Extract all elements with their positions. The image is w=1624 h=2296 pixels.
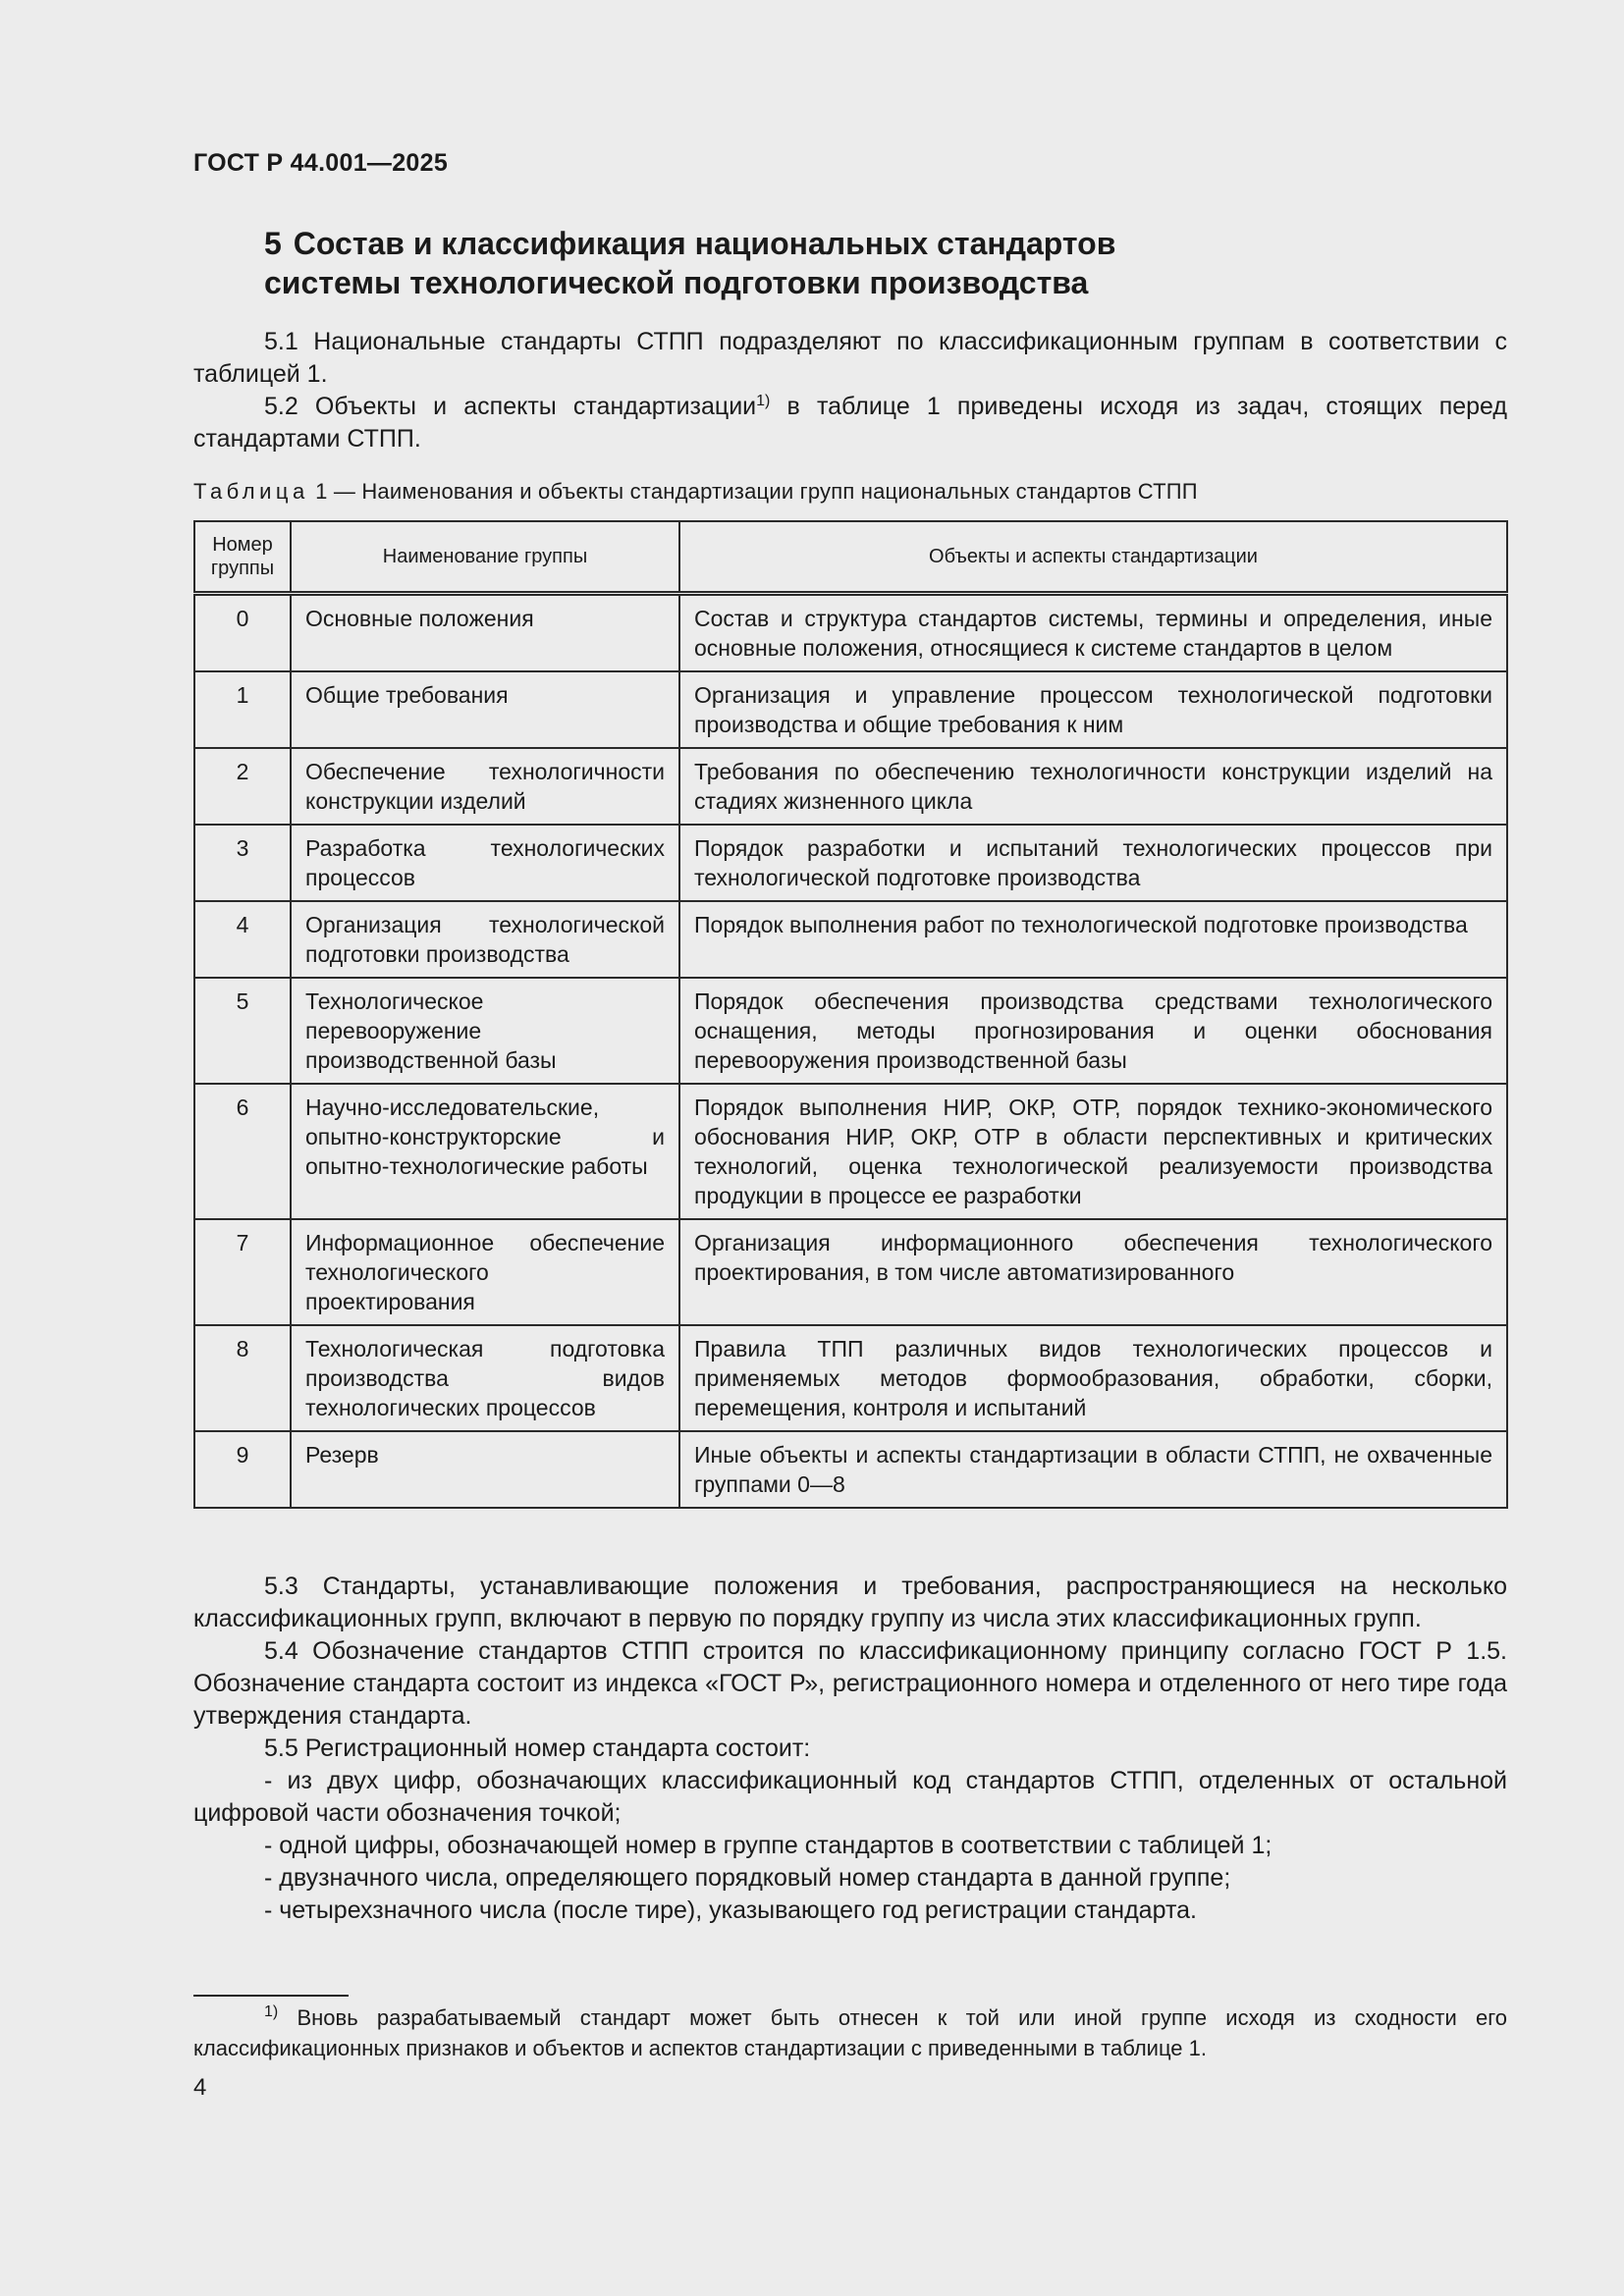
table-row [194,1084,1507,1219]
group-number-cell: 4 [194,901,291,978]
paragraph-5-2: 5.2 Объекты и аспекты стандартизации$^{1)}$ в таблице 1 приведены исходя из задач, стоящих перед стандартами СТПП. [193,393,1507,453]
group-number-cell: 7 [194,1219,291,1325]
list-item: - четырехзначного числа (после тире), указывающего год регистрации стандарта. [264,1896,1197,1924]
group-number-cell: 3 [194,825,291,901]
group-number-cell: 6 [194,1084,291,1219]
table-header-row [194,521,1507,594]
header-group-number: Номер группы [194,521,291,594]
page-number: 4 [193,2074,207,2101]
table-row [194,1219,1507,1325]
group-objects-cell: Порядок выполнения НИР, ОКР, ОТР, порядок технико-экономического обоснования НИР, ОКР, ОТР в области перспективных и критических технологий, оценка технологической реализуемости производства продукции в процессе ее разработки [679,1084,1507,1219]
group-number-cell: 0 [194,594,291,672]
group-objects-cell: Состав и структура стандартов системы, термины и определения, иные основные положения, относящиеся к системе стандартов в целом [679,594,1507,672]
paragraph-5-5: 5.5 Регистрационный номер стандарта состоит: [264,1735,811,1762]
group-objects-cell: Организация информационного обеспечения технологического проектирования, в том числе автоматизированного [679,1219,1507,1325]
group-name-cell: Разработка технологических процессов [291,825,679,901]
list-item: - двузначного числа, определяющего порядковый номер стандарта в данной группе; [264,1864,1231,1892]
group-name-cell: Резерв [291,1431,679,1508]
footnote-text: Вновь разрабатываемый стандарт может быть отнесен к той или иной группе исходя из сходности его классификационных признаков и объектов и аспектов стандартизации с приведенными в таблице 1. [193,2005,1507,2060]
group-number-cell: 2 [194,748,291,825]
group-number-cell: 8 [194,1325,291,1431]
table-row [194,825,1507,901]
section-title-line-1: Состав и классификация национальных стандартов [293,226,1116,261]
group-objects-cell: Порядок обеспечения производства средствами технологического оснащения, методы прогнозирования и оценки обоснования перевооружения производственной базы [679,978,1507,1084]
footnote-ref[interactable]: 1) [756,393,771,409]
group-number-cell: 5 [194,978,291,1084]
group-objects-cell: Порядок разработки и испытаний технологических процессов при технологической подготовке производства [679,825,1507,901]
group-name-cell: Обеспечение технологичности конструкции изделий [291,748,679,825]
group-name-cell: Основные положения [291,594,679,672]
paragraph-5-4: 5.4 Обозначение стандартов СТПП строится по классификационному принципу согласно ГОСТ Р 1.5. Обозначение стандарта состоит из индекса «ГОСТ Р», регистрационного номера и отделенного от него тире года утверждения стандарта. [193,1637,1507,1730]
header-group-name: Наименование группы [291,521,679,594]
group-objects-cell: Правила ТПП различных видов технологических процессов и применяемых методов формообразования, обработки, сборки, перемещения, контроля и испытаний [679,1325,1507,1431]
group-objects-cell: Организация и управление процессом технологической подготовки производства и общие требования к ним [679,671,1507,748]
footnote-divider [193,1995,349,1997]
post-table-paragraphs [193,1571,1507,1927]
table-row [194,1431,1507,1508]
section-title [264,224,1442,302]
table-row [194,594,1507,672]
intro-paragraphs [193,326,1507,455]
group-number-cell: 1 [194,671,291,748]
group-name-cell: Организация технологической подготовки производства [291,901,679,978]
group-name-cell: Научно-исследовательские, опытно-конструкторские и опытно-технологические работы [291,1084,679,1219]
header-objects: Объекты и аспекты стандартизации [679,521,1507,594]
group-name-cell: Общие требования [291,671,679,748]
group-name-cell: Технологическая подготовка производства видов технологических процессов [291,1325,679,1431]
table-row [194,978,1507,1084]
table-row [194,1325,1507,1431]
paragraph-5-3: 5.3 Стандарты, устанавливающие положения и требования, распространяющиеся на несколько классификационных групп, включают в первую по порядку группу из числа этих классификационных групп. [193,1573,1507,1632]
group-objects-cell: Требования по обеспечению технологичности конструкции изделий на стадиях жизненного цикла [679,748,1507,825]
paragraph-5-1: 5.1 Национальные стандарты СТПП подразделяют по классификационным группам в соответствии с таблицей 1. [193,328,1507,388]
group-number-cell: 9 [194,1431,291,1508]
table-row [194,901,1507,978]
table-row [194,671,1507,748]
list-item: - одной цифры, обозначающей номер в группе стандартов в соответствии с таблицей 1; [264,1832,1272,1859]
group-name-cell: Технологическое перевооружение производственной базы [291,978,679,1084]
section-title-line-2: системы технологической подготовки производства [264,265,1089,300]
group-name-cell: Информационное обеспечение технологического проектирования [291,1219,679,1325]
document-code-header: ГОСТ Р 44.001—2025 [193,149,449,177]
section-number: 5 [264,226,282,261]
footnote [193,2002,1507,2063]
footnote-marker: 1) [264,2003,279,2020]
group-objects-cell: Иные объекты и аспекты стандартизации в области СТПП, не охваченные группами 0—8 [679,1431,1507,1508]
table-row [194,748,1507,825]
table-caption: Таблица 1 — Наименования и объекты стандартизации групп национальных стандартов СТПП [193,479,1198,504]
classification-table [193,520,1508,1509]
group-objects-cell: Порядок выполнения работ по технологической подготовке производства [679,901,1507,978]
list-item: - из двух цифр, обозначающих классификационный код стандартов СТПП, отделенных от остальной цифровой части обозначения точкой; [193,1767,1507,1827]
